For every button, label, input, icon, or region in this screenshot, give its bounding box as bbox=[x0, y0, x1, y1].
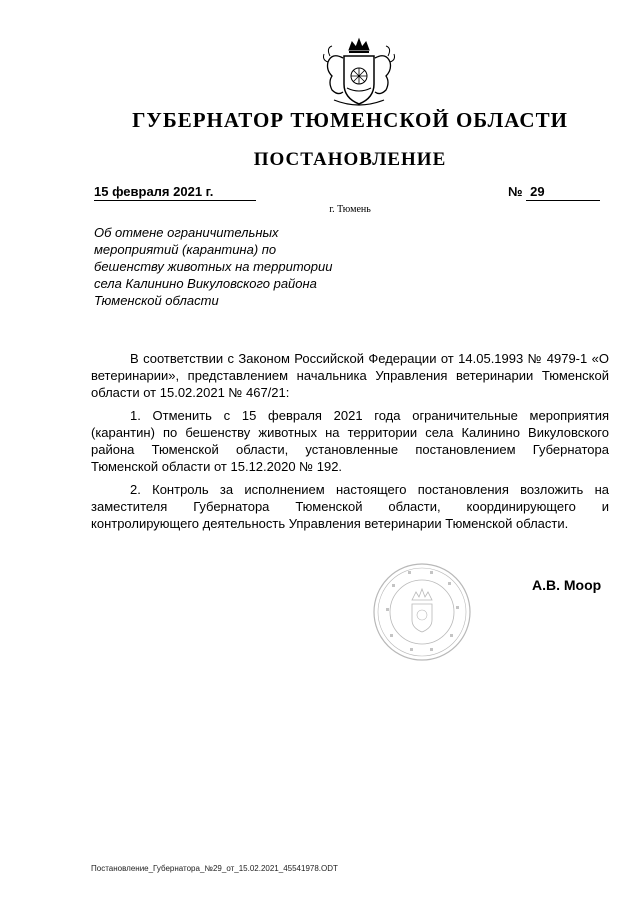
item-paragraph-1: 1. Отменить с 15 февраля 2021 года ограничительные мероприятия (карантин) по бешенству животных на территории села Калинино Викуловского района Тюменской области, установленные постановлением Губернатора Тюменской области от 15.12.2020 № 192. bbox=[91, 408, 609, 474]
subject-line: Тюменской области bbox=[94, 293, 219, 308]
document-number-block bbox=[508, 184, 600, 201]
city-line: г. Тюмень bbox=[329, 204, 371, 215]
preamble-paragraph: В соответствии с Законом Российской Федерации от 14.05.1993 № 4979-1 «О ветеринарии», представлением начальника Управления ветеринарии Тюменской области от 15.02.2021 № 467/21: bbox=[91, 351, 609, 400]
footer-filename: Постановление_Губернатора_№29_от_15.02.2021_45541978.ODT bbox=[91, 864, 338, 873]
document-body bbox=[91, 350, 609, 538]
document-date: 15 февраля 2021 г. bbox=[94, 184, 256, 201]
official-seal-stamp-icon bbox=[372, 562, 472, 662]
document-subject bbox=[94, 224, 384, 309]
subject-line: Об отмене ограничительных bbox=[94, 225, 279, 240]
document-type: ПОСТАНОВЛЕНИЕ bbox=[253, 149, 447, 170]
item-paragraph-2: 2. Контроль за исполнением настоящего постановления возложить на заместителя Губернатора Тюменской области, координирующего и контролирующего деятельность Управления ветеринарии Тюменской области. bbox=[91, 482, 609, 531]
number-label: № bbox=[508, 184, 523, 199]
subject-line: села Калинино Викуловского района bbox=[94, 276, 317, 291]
issuer-title: ГУБЕРНАТОР ТЮМЕНСКОЙ ОБЛАСТИ bbox=[132, 108, 568, 132]
subject-line: бешенству животных на территории bbox=[94, 259, 333, 274]
tyumen-coat-of-arms-icon bbox=[316, 36, 402, 110]
signer-name: А.В. Моор bbox=[532, 577, 602, 593]
subject-line: мероприятий (карантина) по bbox=[94, 242, 277, 257]
document-number: 29 bbox=[526, 184, 600, 201]
